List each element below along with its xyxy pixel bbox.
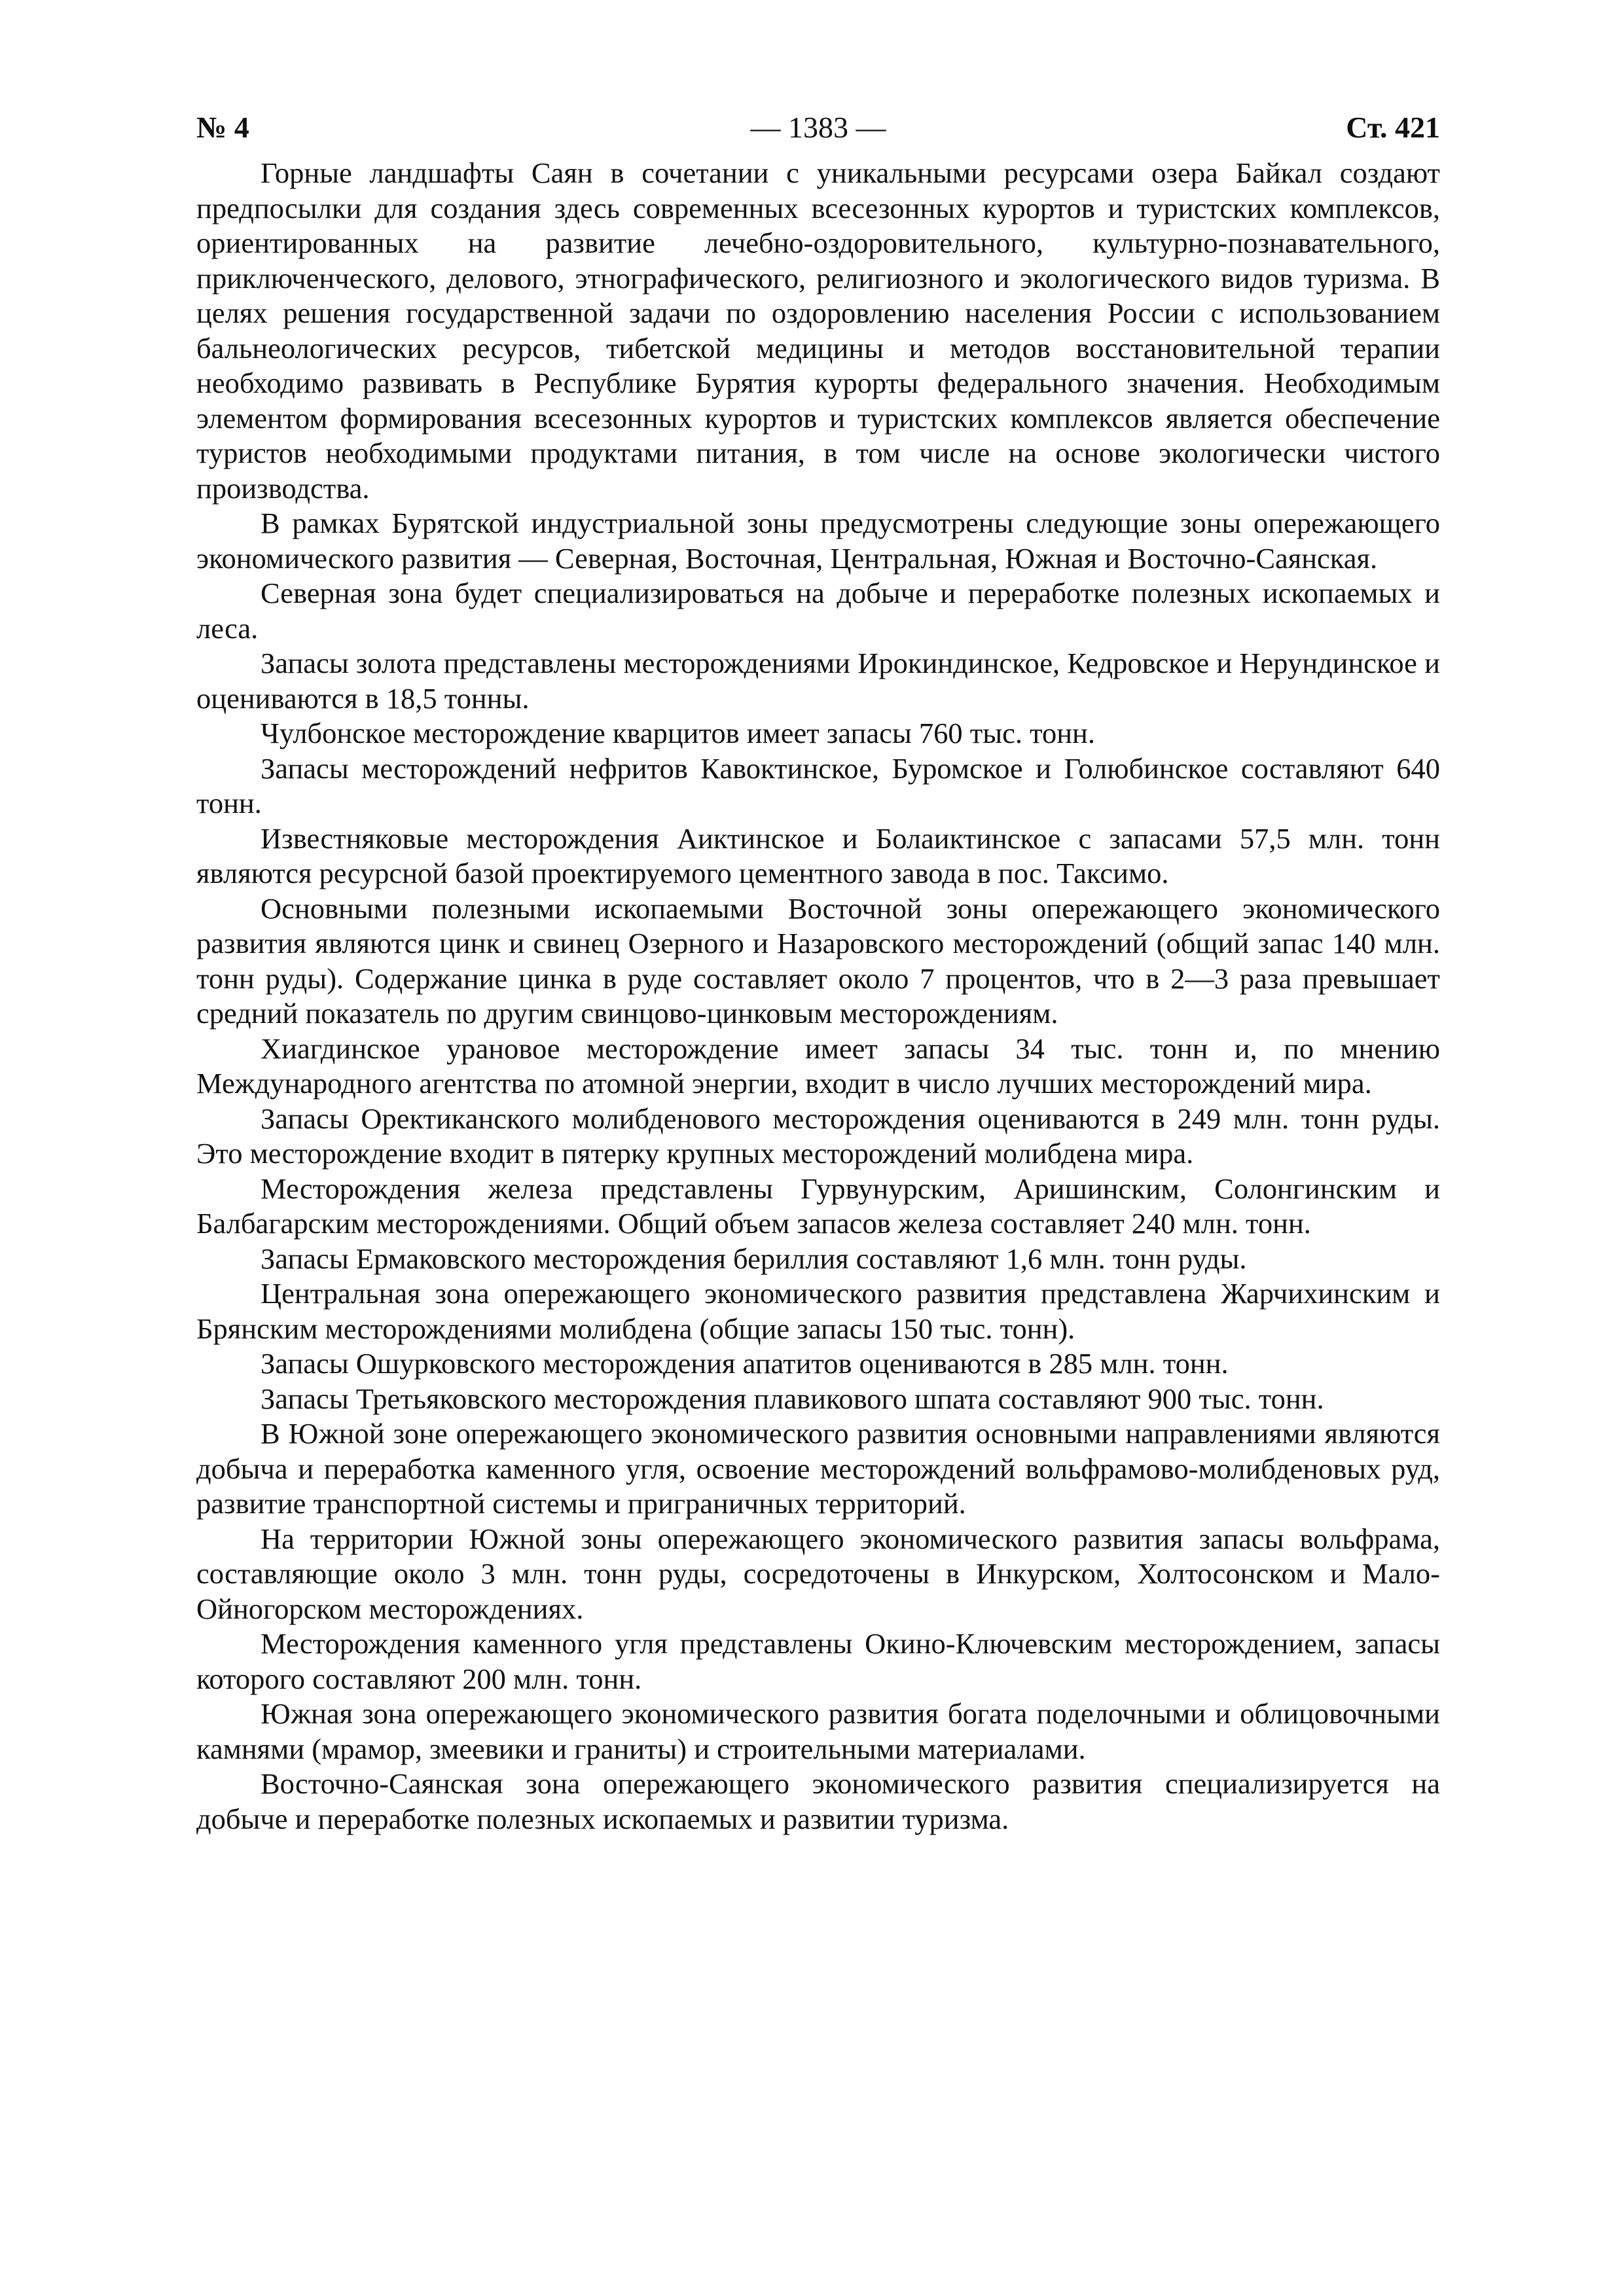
paragraph-beryllium: Запасы Ермаковского месторождения бериллия составляют 1,6 млн. тонн руды. [261,1242,1247,1275]
paragraph-east-sayan-zone: Восточно-Саянская зона опережающего экономического развития специализируется на добыче и переработке полезных ископаемых и развитии туризма. [196,1767,1440,1835]
paragraph-tungsten: На территории Южной зоны опережающего экономического развития запасы вольфрама, составляющие около 3 млн. тонн руды, сосредоточены в Инкурском, Холтосонском и Мало-Ойногорском месторождениях. [196,1522,1440,1625]
paragraph-southern-zone: В Южной зоне опережающего экономического развития основными направлениями являются добыча и переработка каменного угля, освоение месторождений вольфрамово-молибденовых руд, развитие транспортной системы и приграничных территорий. [196,1417,1440,1520]
paragraph-molybdenum: Запасы Оректиканского молибденового месторождения оцениваются в 249 млн. тонн руды. Это месторождение входит в пятерку крупных месторождений молибдена мира. [196,1102,1440,1170]
page-number: — 1383 — [750,111,886,144]
document-page [196,110,1440,1837]
document-body [196,156,1440,1837]
page-header [196,110,1440,156]
paragraph-quartzite: Чулбонское месторождение кварцитов имеет запасы 760 тыс. тонн. [261,717,1095,749]
paragraph-coal: Месторождения каменного угля представлены Окино-Ключевским месторождением, запасы которого составляют 200 млн. тонн. [196,1627,1440,1695]
article-number: Ст. 421 [1346,111,1440,144]
paragraph-limestone: Известняковые месторождения Аиктинское и Болаиктинское с запасами 57,5 млн. тонн являются ресурсной базой проектируемого цементного завода в пос. Таксимо. [196,821,1440,889]
paragraph-stones: Южная зона опережающего экономического развития богата поделочными и облицовочными камнями (мрамор, змеевики и граниты) и строительными материалами. [196,1697,1440,1765]
paragraph-northern-zone: Северная зона будет специализироваться на добыче и переработке полезных ископаемых и леса. [196,577,1440,645]
paragraph-fluorspar: Запасы Третьяковского месторождения плавикового шпата составляют 900 тыс. тонн. [261,1382,1324,1415]
paragraph-iron: Месторождения железа представлены Гурвунурским, Аришинским, Солонгинским и Балбагарским месторождениями. Общий объем запасов железа составляет 240 млн. тонн. [196,1172,1440,1240]
paragraph-apatite: Запасы Ошурковского месторождения апатитов оцениваются в 285 млн. тонн. [261,1347,1229,1380]
paragraph-eastern-zone: Основными полезными ископаемыми Восточной зоны опережающего экономического развития являются цинк и свинец Озерного и Назаровского месторождений (общий запас 140 млн. тонн руды). Содержание цинка в руде составляет около 7 процентов, что в 2—3 раза превышает средний показатель по другим свинцово-цинковым месторождениям. [196,891,1440,1030]
issue-number: № 4 [196,111,249,144]
paragraph-central-zone: Центральная зона опережающего экономического развития представлена Жарчихинским и Брянским месторождениями молибдена (общие запасы 150 тыс. тонн). [196,1277,1440,1345]
paragraph-uranium: Хиагдинское урановое месторождение имеет запасы 34 тыс. тонн и, по мнению Международного агентства по атомной энергии, входит в число лучших месторождений мира. [196,1031,1440,1100]
paragraph-nephrite: Запасы месторождений нефритов Кавоктинское, Буромское и Голюбинское составляют 640 тонн. [196,751,1440,819]
paragraph-resorts: Горные ландшафты Саян в сочетании с уникальными ресурсами озера Байкал создают предпосылки для создания здесь современных всесезонных курортов и туристских комплексов, ориентированных на развитие лечебно-оздоровительного, культурно-познавательного, приключенческого, делового, этнографического, религиозного и экологического видов туризма. В целях решения государственной задачи по оздоровлению населения России с использованием бальнеологических ресурсов, тибетской медицины и методов восстановительной терапии необходимо развивать в Республике Бурятия курорты федерального значения. Необходимым элементом формирования всесезонных курортов и туристских комплексов является обеспечение туристов необходимыми продуктами питания, в том числе на основе экологически чистого производства. [196,156,1440,505]
paragraph-gold: Запасы золота представлены месторождениями Ирокиндинское, Кедровское и Нерундинское и оцениваются в 18,5 тонны. [196,647,1440,715]
paragraph-zones-overview: В рамках Бурятской индустриальной зоны предусмотрены следующие зоны опережающего экономического развития — Северная, Восточная, Центральная, Южная и Восточно-Саянская. [196,507,1440,575]
